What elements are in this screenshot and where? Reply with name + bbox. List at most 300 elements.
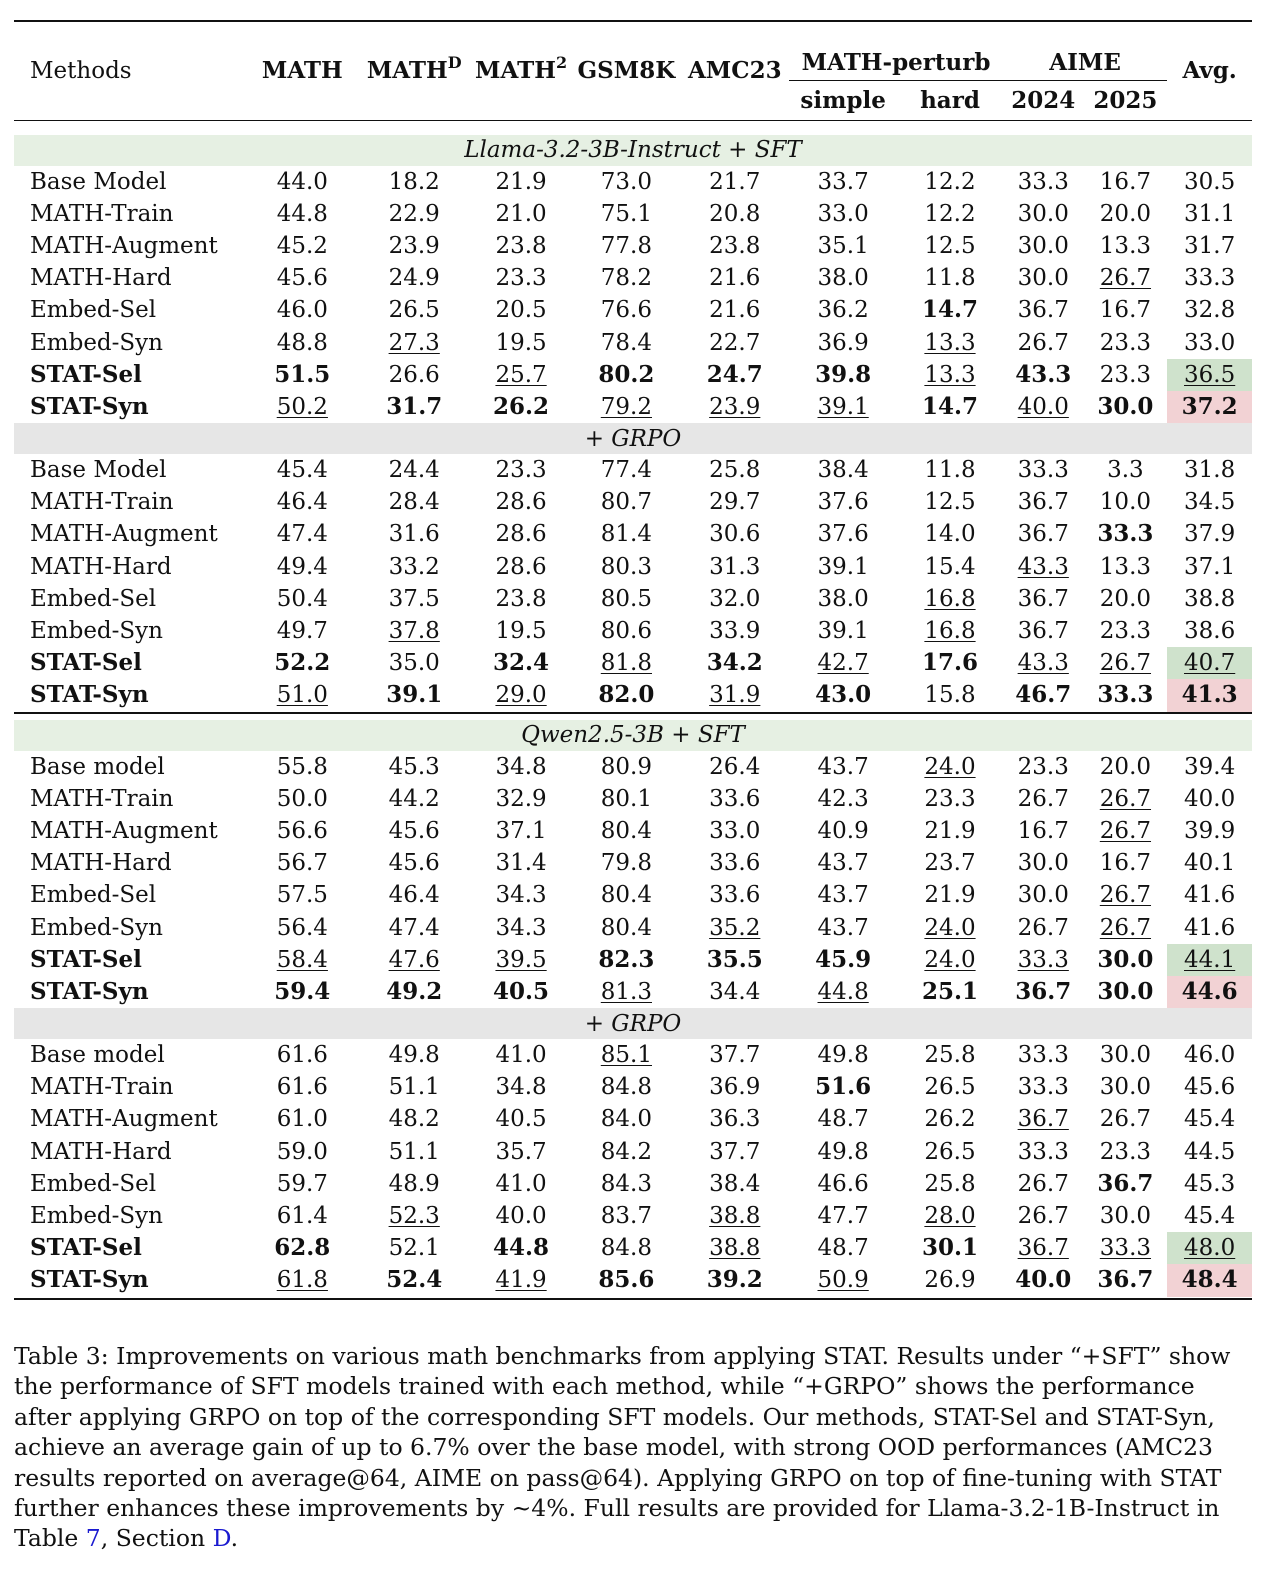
table-row <box>14 847 1252 879</box>
cell-mathd <box>359 359 470 391</box>
cell-mathd <box>359 262 470 294</box>
method-name: MATH-Hard <box>30 553 172 580</box>
cell-value: 23.8 <box>709 232 761 259</box>
cell-gsm8k <box>572 1168 680 1200</box>
method-name: Embed-Syn <box>30 914 163 941</box>
cell-aime-2025 <box>1084 1232 1168 1264</box>
cell-aime-2024 <box>1003 1039 1084 1071</box>
section-title: Qwen2.5-3B + SFT <box>14 720 1252 751</box>
cell-value: 19.5 <box>495 329 547 356</box>
cell-aime-2024 <box>1003 1264 1084 1296</box>
cell-amc23 <box>680 911 789 943</box>
cell-value: 36.3 <box>709 1106 761 1133</box>
cell-value: 30.0 <box>1097 977 1154 1005</box>
cell-value: 38.8 <box>709 1235 761 1262</box>
cell-perturb-hard <box>897 583 1003 615</box>
cell-gsm8k <box>572 294 680 326</box>
cell-math <box>246 647 359 679</box>
cell-value: 56.4 <box>276 914 328 941</box>
header-math2-base: MATH <box>475 57 556 85</box>
header-aime <box>1003 22 1167 80</box>
cell-gsm8k <box>572 551 680 583</box>
cell-value: 46.4 <box>276 489 328 516</box>
cell-value: 40.5 <box>495 1106 547 1133</box>
cell-math2 <box>470 294 573 326</box>
cell-value: 31.1 <box>1184 200 1236 227</box>
cell-value: 33.3 <box>1017 1074 1069 1101</box>
cell-gsm8k <box>572 1136 680 1168</box>
cell-value: 37.9 <box>1184 521 1236 548</box>
header-aime-2025: 2025 <box>1084 80 1168 120</box>
cell-value: 11.8 <box>924 265 976 292</box>
cell-math <box>246 679 359 712</box>
cell-value: 33.3 <box>1017 1138 1069 1165</box>
cell-value: 80.4 <box>600 817 652 844</box>
cell-value: 47.7 <box>817 1203 869 1230</box>
cell-amc23 <box>680 1264 789 1296</box>
cell-value: 48.2 <box>388 1106 440 1133</box>
cell-value: 40.5 <box>493 977 550 1005</box>
cell-value: 79.8 <box>600 850 652 877</box>
cell-value: 13.3 <box>1099 232 1152 259</box>
cell-value: 41.3 <box>1181 681 1238 709</box>
cell-value: 25.8 <box>709 457 761 484</box>
cell-gsm8k <box>572 359 680 391</box>
cell-value: 34.4 <box>709 978 761 1005</box>
cell-value: 19.5 <box>495 618 547 645</box>
cell-aime-2025 <box>1084 518 1168 550</box>
cell-aime-2024 <box>1003 230 1084 262</box>
method-name: Base model <box>30 1042 165 1069</box>
cell-gsm8k <box>572 751 680 783</box>
cell-perturb-simple <box>789 486 897 518</box>
cell-amc23 <box>680 518 789 550</box>
cell-mathd <box>359 647 470 679</box>
cell-value: 34.3 <box>495 882 547 909</box>
cell-math2 <box>470 198 573 230</box>
cell-math2 <box>470 326 573 358</box>
cell-perturb-hard <box>897 1071 1003 1103</box>
cell-perturb-hard <box>897 486 1003 518</box>
cell-value: 39.8 <box>815 360 872 388</box>
cell-value: 26.5 <box>924 1074 976 1101</box>
cell-aime-2025 <box>1084 1168 1168 1200</box>
cell-amc23 <box>680 815 789 847</box>
cell-value: 14.0 <box>924 521 976 548</box>
caption-text-2: , Section <box>100 1524 213 1553</box>
cell-aime-2024 <box>1003 847 1084 879</box>
cell-avg <box>1167 486 1252 518</box>
cell-gsm8k <box>572 518 680 550</box>
cell-aime-2025 <box>1084 359 1168 391</box>
cell-value: 42.3 <box>817 785 869 812</box>
cell-amc23 <box>680 326 789 358</box>
cell-perturb-simple <box>789 166 897 198</box>
cell-avg <box>1167 1039 1252 1071</box>
cell-perturb-hard <box>897 911 1003 943</box>
table-row <box>14 1200 1252 1232</box>
cell-value: 52.1 <box>388 1235 440 1262</box>
cell-value: 21.6 <box>709 297 761 324</box>
cell-value: 77.4 <box>600 457 652 484</box>
cell-amc23 <box>680 1136 789 1168</box>
cell-amc23 <box>680 1168 789 1200</box>
cell-value: 30.1 <box>921 1234 978 1262</box>
cell-value: 30.0 <box>1017 850 1069 877</box>
method-name: Embed-Syn <box>30 1203 163 1230</box>
cell-math2 <box>470 944 573 976</box>
cell-value: 30.0 <box>1017 200 1069 227</box>
cell-value: 56.7 <box>276 850 328 877</box>
cell-value: 21.6 <box>709 265 761 292</box>
cell-avg <box>1167 1232 1252 1264</box>
cell-math2 <box>470 879 573 911</box>
cell-value: 48.9 <box>388 1170 440 1197</box>
cell-mathd <box>359 294 470 326</box>
cell-perturb-simple <box>789 1264 897 1296</box>
cell-value: 23.3 <box>1099 329 1152 356</box>
cell-math2 <box>470 1136 573 1168</box>
cell-value: 36.7 <box>1097 1266 1154 1294</box>
header-mathd-sup: D <box>447 53 462 73</box>
cell-mathd <box>359 230 470 262</box>
cell-value: 39.2 <box>706 1266 763 1294</box>
cell-amc23 <box>680 391 789 423</box>
cell-perturb-hard <box>897 847 1003 879</box>
cell-amc23 <box>680 166 789 198</box>
cell-avg <box>1167 230 1252 262</box>
header-perturb-simple: simple <box>789 80 897 120</box>
cell-avg <box>1167 391 1252 423</box>
cell-perturb-hard <box>897 518 1003 550</box>
cell-aime-2025 <box>1084 911 1168 943</box>
cell-value: 21.0 <box>495 200 547 227</box>
cell-value: 37.7 <box>709 1042 761 1069</box>
cell-value: 80.3 <box>600 553 652 580</box>
cell-amc23 <box>680 230 789 262</box>
cell-value: 26.7 <box>1099 882 1152 909</box>
table-row <box>14 679 1252 712</box>
cell-aime-2024 <box>1003 583 1084 615</box>
cell-aime-2024 <box>1003 1168 1084 1200</box>
cell-avg <box>1167 166 1252 198</box>
cell-gsm8k <box>572 911 680 943</box>
cell-aime-2025 <box>1084 615 1168 647</box>
cell-value: 23.3 <box>1017 753 1069 780</box>
cell-avg <box>1167 1264 1252 1296</box>
cell-gsm8k <box>572 262 680 294</box>
cell-perturb-hard <box>897 879 1003 911</box>
cell-value: 26.2 <box>924 1106 976 1133</box>
cell-value: 26.7 <box>1017 1170 1069 1197</box>
cell-perturb-simple <box>789 944 897 976</box>
cell-value: 27.3 <box>388 329 440 356</box>
cell-value: 15.8 <box>924 682 976 709</box>
cell-math <box>246 1136 359 1168</box>
results-body <box>14 120 1252 1297</box>
cell-value: 41.0 <box>495 1042 547 1069</box>
cell-gsm8k <box>572 230 680 262</box>
cell-aime-2025 <box>1084 879 1168 911</box>
cell-amc23 <box>680 1232 789 1264</box>
cell-value: 34.3 <box>495 914 547 941</box>
cell-math2 <box>470 783 573 815</box>
cell-perturb-simple <box>789 359 897 391</box>
cell-value: 30.0 <box>1017 882 1069 909</box>
cell-value: 30.0 <box>1017 265 1069 292</box>
cell-math <box>246 1232 359 1264</box>
cell-perturb-hard <box>897 198 1003 230</box>
cell-value: 21.9 <box>495 168 547 195</box>
cell-math <box>246 1200 359 1232</box>
cell-math <box>246 1103 359 1135</box>
cell-math <box>246 847 359 879</box>
cell-perturb-simple <box>789 1232 897 1264</box>
cell-value: 80.7 <box>600 489 652 516</box>
cell-perturb-simple <box>789 262 897 294</box>
cell-value: 31.6 <box>388 521 440 548</box>
cell-avg <box>1167 262 1252 294</box>
cell-value: 24.4 <box>388 457 440 484</box>
cell-value: 16.8 <box>924 618 976 645</box>
cell-value: 18.2 <box>388 168 440 195</box>
cell-value: 44.2 <box>388 785 440 812</box>
cell-value: 29.0 <box>495 682 547 709</box>
cell-value: 20.5 <box>495 297 547 324</box>
cell-value: 48.4 <box>1181 1266 1238 1294</box>
table-row <box>14 326 1252 358</box>
cell-aime-2025 <box>1084 391 1168 423</box>
cell-perturb-simple <box>789 294 897 326</box>
cell-value: 13.3 <box>1099 553 1152 580</box>
table-row <box>14 583 1252 615</box>
cell-gsm8k <box>572 1264 680 1296</box>
cell-perturb-simple <box>789 1071 897 1103</box>
cell-avg <box>1167 647 1252 679</box>
table-row <box>14 294 1252 326</box>
cell-value: 49.2 <box>386 977 443 1005</box>
cell-amc23 <box>680 1103 789 1135</box>
cell-value: 34.5 <box>1184 489 1236 516</box>
cell-value: 36.7 <box>1017 1235 1069 1262</box>
cell-value: 43.0 <box>815 681 872 709</box>
cell-value: 36.7 <box>1017 489 1069 516</box>
cell-gsm8k <box>572 486 680 518</box>
cell-mathd <box>359 1071 470 1103</box>
cell-value: 13.3 <box>924 361 976 388</box>
cell-value: 43.7 <box>817 850 869 877</box>
cell-value: 40.0 <box>1184 785 1236 812</box>
cell-value: 22.7 <box>709 329 761 356</box>
cell-aime-2025 <box>1084 198 1168 230</box>
cell-value: 33.2 <box>388 553 440 580</box>
cell-math2 <box>470 230 573 262</box>
cell-aime-2024 <box>1003 391 1084 423</box>
cell-perturb-hard <box>897 751 1003 783</box>
cell-value: 37.5 <box>388 585 440 612</box>
cell-aime-2025 <box>1084 783 1168 815</box>
cell-gsm8k <box>572 326 680 358</box>
cell-math2 <box>470 551 573 583</box>
cell-mathd <box>359 518 470 550</box>
cell-gsm8k <box>572 815 680 847</box>
cell-value: 14.7 <box>921 296 978 324</box>
cell-value: 33.0 <box>817 200 869 227</box>
cell-value: 37.1 <box>1184 553 1236 580</box>
cell-math <box>246 294 359 326</box>
cell-aime-2025 <box>1084 815 1168 847</box>
cell-mathd <box>359 326 470 358</box>
cell-value: 37.6 <box>817 489 869 516</box>
cell-perturb-hard <box>897 1136 1003 1168</box>
bottom-rule <box>14 1298 1252 1300</box>
header-spacer <box>14 121 1252 135</box>
cell-value: 33.0 <box>709 817 761 844</box>
cell-perturb-simple <box>789 583 897 615</box>
cell-value: 58.4 <box>276 946 328 973</box>
cell-value: 30.0 <box>1099 1074 1152 1101</box>
cell-mathd <box>359 783 470 815</box>
method-name: MATH-Augment <box>30 521 218 548</box>
method-name: MATH-Train <box>30 785 174 812</box>
cell-perturb-simple <box>789 647 897 679</box>
cell-mathd <box>359 879 470 911</box>
table-row <box>14 1071 1252 1103</box>
cell-aime-2024 <box>1003 1103 1084 1135</box>
cell-aime-2024 <box>1003 911 1084 943</box>
cell-value: 36.9 <box>709 1074 761 1101</box>
cell-value: 26.7 <box>1099 650 1152 677</box>
cell-amc23 <box>680 647 789 679</box>
cell-aime-2024 <box>1003 1071 1084 1103</box>
cell-value: 28.4 <box>388 489 440 516</box>
cell-perturb-simple <box>789 454 897 486</box>
cell-value: 33.3 <box>1097 681 1154 709</box>
cell-mathd <box>359 391 470 423</box>
cell-mathd <box>359 911 470 943</box>
cell-math <box>246 166 359 198</box>
cell-perturb-simple <box>789 230 897 262</box>
method-name: MATH-Augment <box>30 1106 218 1133</box>
cell-value: 34.8 <box>495 1074 547 1101</box>
cell-math <box>246 359 359 391</box>
cell-math <box>246 391 359 423</box>
method-name: Embed-Syn <box>30 329 163 356</box>
cell-gsm8k <box>572 583 680 615</box>
caption-section-link[interactable]: D <box>212 1524 231 1553</box>
cell-math <box>246 326 359 358</box>
cell-value: 45.4 <box>1184 1106 1236 1133</box>
cell-math <box>246 815 359 847</box>
cell-value: 50.4 <box>276 585 328 612</box>
caption-table-link[interactable]: 7 <box>85 1524 101 1553</box>
table-row <box>14 1039 1252 1071</box>
table-row <box>14 944 1252 976</box>
cell-value: 25.8 <box>924 1170 976 1197</box>
cell-value: 26.7 <box>1099 785 1152 812</box>
cell-avg <box>1167 1103 1252 1135</box>
cell-value: 12.5 <box>924 489 976 516</box>
cell-perturb-simple <box>789 1103 897 1135</box>
cell-value: 39.1 <box>817 553 869 580</box>
cell-value: 23.7 <box>924 850 976 877</box>
cell-value: 37.8 <box>388 618 440 645</box>
cell-aime-2025 <box>1084 1071 1168 1103</box>
cell-mathd <box>359 1168 470 1200</box>
cell-math2 <box>470 1168 573 1200</box>
cell-value: 31.7 <box>386 392 443 420</box>
cell-value: 33.6 <box>709 785 761 812</box>
cell-aime-2024 <box>1003 976 1084 1008</box>
cell-value: 42.7 <box>817 650 869 677</box>
cell-perturb-hard <box>897 1264 1003 1296</box>
table-row <box>14 815 1252 847</box>
cell-math2 <box>470 518 573 550</box>
cell-perturb-hard <box>897 647 1003 679</box>
cell-value: 59.0 <box>276 1138 328 1165</box>
header-math2 <box>470 22 573 120</box>
cell-value: 33.3 <box>1184 265 1236 292</box>
cell-value: 33.3 <box>1017 946 1069 973</box>
cell-value: 40.1 <box>1184 850 1236 877</box>
cell-value: 61.0 <box>276 1106 328 1133</box>
cell-value: 44.1 <box>1184 946 1236 973</box>
cell-value: 36.7 <box>1017 618 1069 645</box>
cell-value: 81.8 <box>600 650 652 677</box>
cell-value: 80.5 <box>600 585 652 612</box>
cell-value: 31.3 <box>709 553 761 580</box>
cell-value: 83.7 <box>600 1203 652 1230</box>
cell-value: 24.0 <box>924 753 976 780</box>
cell-value: 38.0 <box>817 265 869 292</box>
cell-amc23 <box>680 679 789 712</box>
cell-value: 84.2 <box>600 1138 652 1165</box>
cell-gsm8k <box>572 1039 680 1071</box>
cell-aime-2024 <box>1003 1136 1084 1168</box>
cell-aime-2024 <box>1003 518 1084 550</box>
cell-mathd <box>359 454 470 486</box>
cell-value: 23.9 <box>709 393 761 420</box>
cell-value: 36.7 <box>1015 977 1072 1005</box>
cell-amc23 <box>680 615 789 647</box>
method-name: STAT-Syn <box>30 977 149 1005</box>
cell-amc23 <box>680 486 789 518</box>
cell-value: 48.7 <box>817 1106 869 1133</box>
cell-aime-2024 <box>1003 815 1084 847</box>
table-row <box>14 647 1252 679</box>
table-row <box>14 1168 1252 1200</box>
cell-value: 24.0 <box>924 914 976 941</box>
cell-value: 33.3 <box>1099 1235 1152 1262</box>
cell-value: 20.0 <box>1099 200 1152 227</box>
cell-avg <box>1167 976 1252 1008</box>
cell-value: 80.4 <box>600 882 652 909</box>
method-name: MATH-Train <box>30 200 174 227</box>
cell-value: 13.3 <box>924 329 976 356</box>
cell-value: 48.8 <box>276 329 328 356</box>
method-name: STAT-Syn <box>30 392 149 420</box>
cell-perturb-simple <box>789 879 897 911</box>
cell-gsm8k <box>572 783 680 815</box>
method-name: Embed-Sel <box>30 882 157 909</box>
cell-value: 21.9 <box>924 882 976 909</box>
cell-mathd <box>359 615 470 647</box>
cell-value: 23.9 <box>388 232 440 259</box>
cell-value: 33.3 <box>1017 168 1069 195</box>
cell-value: 44.5 <box>1184 1138 1236 1165</box>
cell-value: 12.2 <box>924 200 976 227</box>
cell-value: 80.1 <box>600 785 652 812</box>
